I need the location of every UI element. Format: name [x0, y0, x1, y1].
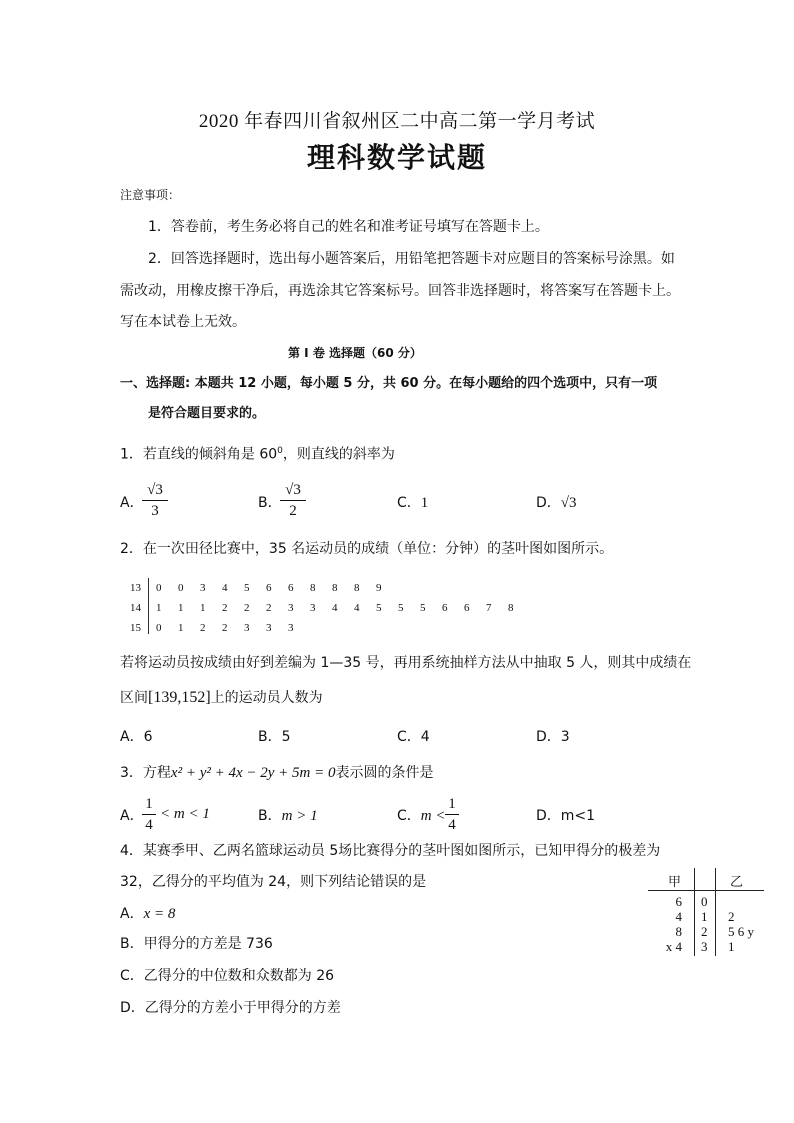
- stem-13: 13: [130, 582, 141, 594]
- q2-stem: 2．在一次田径比赛中，35 名运动员的成绩（单位：分钟）的茎叶图如图所示。: [120, 541, 614, 557]
- q4-option-a: A．x = 8: [120, 906, 176, 922]
- notice-item-2-line-2: 需改动，用橡皮擦干净后，再选涂其它答案标号。回答非选择题时，将答案写在答题卡上。: [120, 283, 680, 299]
- leaf: 0: [156, 582, 162, 594]
- leaf: 3: [266, 622, 272, 634]
- leaf: 4: [222, 582, 228, 594]
- q4-stem: 1: [701, 909, 708, 924]
- leaf: 6: [266, 582, 272, 594]
- leaf: 8: [354, 582, 360, 594]
- leaf: 4: [332, 602, 338, 614]
- leaf: 2: [266, 602, 272, 614]
- q4-stem: 0: [701, 894, 708, 909]
- q4-stem-line-1: 4．某赛季甲、乙两名篮球运动员 5场比赛得分的茎叶图如图所示，已知甲得分的极差为: [120, 843, 661, 859]
- q3-equation: x² + y² + 4x − 2y + 5m = 0: [170, 765, 336, 781]
- leaf: 5: [420, 602, 426, 614]
- leaf: 2: [244, 602, 250, 614]
- leaf: 1: [178, 602, 184, 614]
- q3-option-a-fraction: 1 4: [142, 795, 156, 834]
- leaf: 0: [178, 582, 184, 594]
- leaf: 5: [376, 602, 382, 614]
- q3-option-a-rest: < m < 1: [160, 806, 210, 822]
- q2-stem-leaf-plot: [130, 582, 520, 634]
- q2-text-line-1: 若将运动员按成绩由好到差编为 1—35 号，再用系统抽样方法从中抽取 5 人，则其中成绩在: [120, 655, 692, 671]
- q1-option-b-denominator: 2: [289, 503, 297, 519]
- q2-text-line-2: 区间[139,152]上的运动员人数为: [120, 689, 323, 706]
- q1-option-a-denominator: 3: [151, 503, 159, 519]
- q3-option-a-label: A．: [120, 808, 144, 824]
- leaf: 6: [442, 602, 448, 614]
- q4-option-b: B．甲得分的方差是 736: [120, 936, 273, 952]
- q2-option-a: A．6: [120, 729, 153, 745]
- leaf: 8: [332, 582, 338, 594]
- notice-item-2-line-1: 2．回答选择题时，选出每小题答案后，用铅笔把答题卡对应题目的答案标号涂黑。如: [148, 251, 675, 267]
- leaf: 0: [156, 622, 162, 634]
- exam-title: 2020 年春四川省叙州区二中高二第一学月考试: [198, 111, 596, 132]
- exam-subject-title: 理科数学试题: [306, 141, 487, 174]
- q4-right-leaf: 1: [728, 939, 735, 954]
- q1-stem: [120, 441, 395, 465]
- volume-title: 第 I 卷 选择题（60 分）: [288, 346, 422, 360]
- stem-14: 14: [130, 602, 141, 614]
- q1-option-b-fraction: [280, 481, 306, 520]
- leaf: 5: [398, 602, 404, 614]
- q3-option-c-fraction: 1 4: [445, 795, 459, 834]
- leaf: 2: [222, 602, 228, 614]
- q1-option-b-label: B．: [258, 495, 282, 511]
- q4-right-header: 乙: [730, 874, 744, 889]
- leaf: 1: [178, 622, 184, 634]
- notice-item-2-line-3: 写在本试卷上无效。: [120, 314, 246, 330]
- q3-option-c: C．m <: [397, 808, 446, 824]
- leaf: 1: [200, 602, 206, 614]
- leaf: 2: [222, 622, 228, 634]
- q1-option-b-numerator: √3: [285, 482, 301, 498]
- leaf: 6: [288, 582, 294, 594]
- q3-stem: 3．方程x² + y² + 4x − 2y + 5m = 0表示圆的条件是: [120, 765, 434, 781]
- leaf: 9: [376, 582, 382, 594]
- q4-stem: 2: [701, 924, 708, 939]
- stem-15: 15: [130, 622, 141, 634]
- leaf: 3: [310, 602, 316, 614]
- q4-right-leaf: 2: [728, 909, 735, 924]
- leaf: 3: [288, 602, 294, 614]
- q4-option-c: C．乙得分的中位数和众数都为 26: [120, 968, 335, 984]
- q4-stem: 3: [701, 939, 708, 954]
- leaf: 7: [486, 602, 492, 614]
- q4-left-header: 甲: [668, 874, 682, 889]
- q4-stem-leaf-plot: [648, 868, 766, 958]
- q4-stem-line-2: 32，乙得分的平均值为 24，则下列结论错误的是: [120, 874, 427, 890]
- leaf: 2: [200, 622, 206, 634]
- leaf: 3: [244, 622, 250, 634]
- q1-option-d: D．√3: [536, 495, 577, 511]
- q4-left-leaf: 8: [675, 924, 682, 939]
- leaf: 6: [464, 602, 470, 614]
- section-instructions-line-2: 是符合题目要求的。: [148, 406, 266, 421]
- q4-option-d: D．乙得分的方差小于甲得分的方差: [120, 1000, 341, 1016]
- q2-option-c: C．4: [397, 729, 430, 745]
- q1-option-a-fraction: [142, 481, 168, 520]
- notice-heading: 注意事项：: [120, 188, 181, 202]
- leaf: 8: [508, 602, 514, 614]
- q4-left-leaf: 6: [675, 894, 682, 909]
- section-instructions-line-1: 一、选择题: 本题共 12 小题，每小题 5 分，共 60 分。在每小题给的四个选项中，只有一项: [120, 376, 658, 391]
- q1-stem-text: 1．若直线的倾斜角是 60: [120, 446, 278, 463]
- q2-option-d: D．3: [536, 729, 570, 745]
- q4-left-leaf: x 4: [665, 939, 682, 954]
- q1-stem-degree: 0: [277, 446, 283, 456]
- q4-left-leaf: 4: [675, 909, 682, 924]
- leaf: 1: [156, 602, 162, 614]
- leaf: 5: [244, 582, 250, 594]
- q1-option-c: C．1: [397, 495, 429, 511]
- q3-option-b: B．m > 1: [258, 808, 318, 824]
- leaf: 4: [354, 602, 360, 614]
- q1-stem-text-2: ，则直线的斜率为: [282, 446, 395, 463]
- q4-right-leaf: 5 6 y: [728, 924, 754, 939]
- q3-option-d: D．m<1: [536, 808, 596, 824]
- q1-option-a-label: A．: [120, 495, 144, 511]
- leaf: 8: [310, 582, 316, 594]
- leaf: 3: [200, 582, 206, 594]
- q2-option-b: B．5: [258, 729, 291, 745]
- leaf: 3: [288, 622, 294, 634]
- notice-item-1: 1．答卷前，考生务必将自己的姓名和准考证号填写在答题卡上。: [148, 219, 549, 235]
- q1-option-a-numerator: √3: [147, 482, 163, 498]
